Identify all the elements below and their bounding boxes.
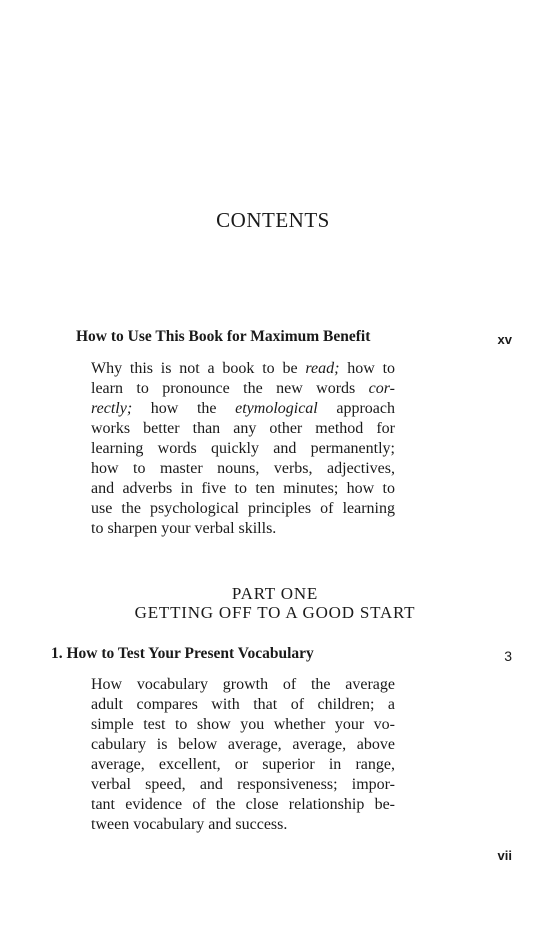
description-line: tween vocabulary and success. [91, 816, 288, 833]
part-title: GETTING OFF TO A GOOD START [134, 603, 416, 622]
description-line: how to master nouns, verbs, adjectives, [91, 460, 395, 477]
page-title: CONTENTS [216, 208, 330, 232]
description-line: average, excellent, or superior in range, [91, 756, 395, 773]
italic-term: rectly; [91, 400, 133, 417]
description-line: to sharpen your verbal skills. [91, 520, 277, 537]
entry-page-number-chapter-1: 3 [504, 648, 512, 664]
italic-term: etymological [235, 400, 318, 417]
description-line: cabulary is below average, average, above [91, 736, 395, 753]
entry-description-chapter-1 [91, 675, 395, 835]
entry-page-number-how-to-use: xv [497, 332, 512, 347]
description-line: learn to pronounce the new words cor- [91, 380, 395, 397]
description-line: How vocabulary growth of the average [91, 676, 395, 693]
entry-heading-chapter-1: 1. How to Test Your Present Vocabulary [51, 645, 314, 662]
entry-heading-how-to-use: How to Use This Book for Maximum Benefit [76, 328, 371, 345]
description-line: works better than any other method for [91, 420, 395, 437]
description-line: Why this is not a book to be read; how to [91, 360, 396, 377]
description-line: learning words quickly and permanently; [91, 440, 395, 457]
folio-page-number: vii [497, 848, 512, 863]
description-line: adult compares with that of children; a [91, 696, 395, 713]
description-line: tant evidence of the close relationship be- [91, 796, 395, 813]
italic-term: read; [305, 360, 340, 377]
entry-description-how-to-use [91, 359, 395, 539]
description-line: use the psychological principles of learning [91, 500, 395, 517]
part-label: PART ONE [231, 584, 319, 603]
description-line: and adverbs in five to ten minutes; how to [91, 480, 395, 497]
description-line: verbal speed, and responsiveness; impor- [91, 776, 395, 793]
description-line: rectly; how the etymological approach [91, 400, 395, 417]
italic-term: cor- [368, 380, 395, 397]
description-line: simple test to show you whether your vo- [91, 716, 395, 733]
